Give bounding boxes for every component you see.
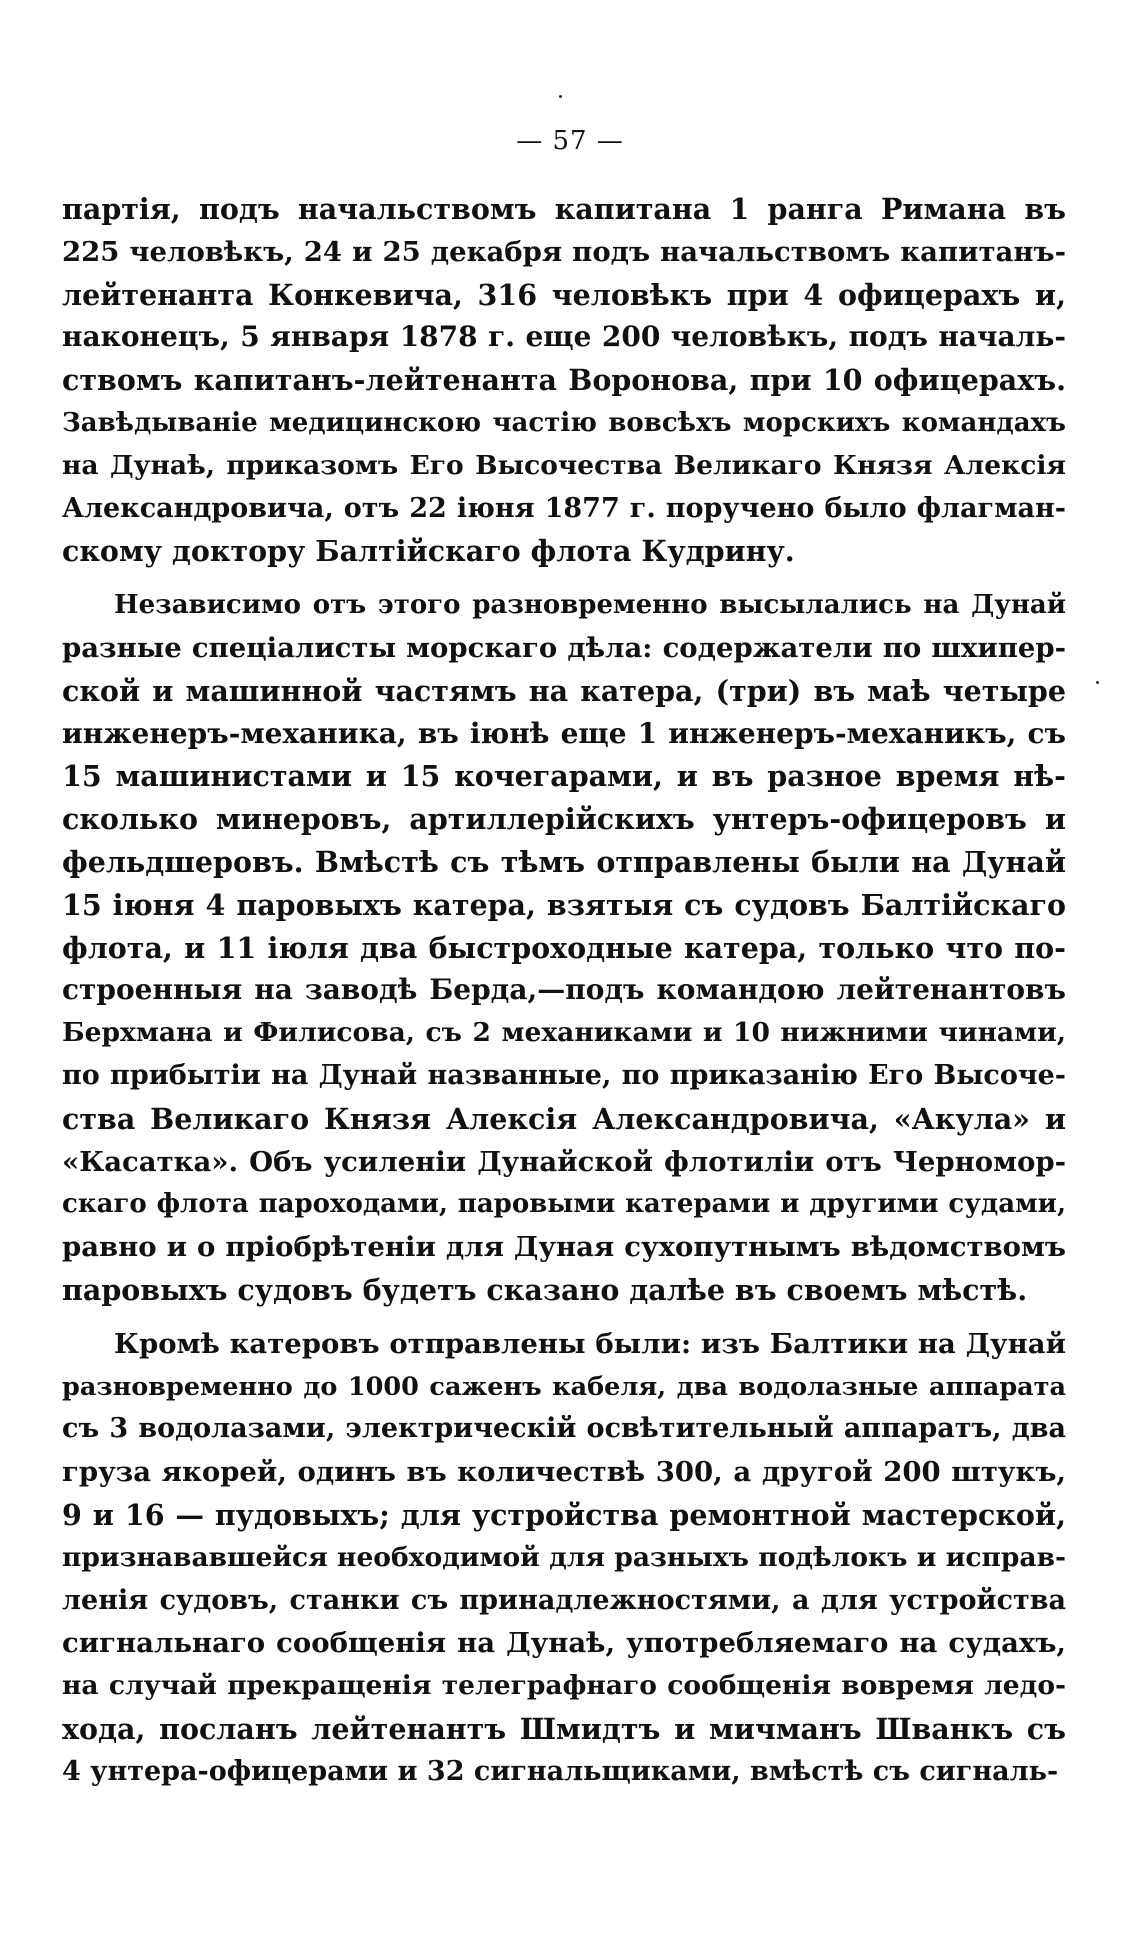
text-line: сигнальнаго сообщенія на Дунаѣ, употребляемаго на судахъ, (62, 1627, 1066, 1660)
text-line: партія, подъ начальствомъ капитана 1 ранга Римана въ (62, 192, 1066, 226)
text-line: 4 унтера-офицерами и 32 сигнальщиками, вмѣстѣ съ сигналь- (62, 1755, 1059, 1787)
text-line: разновременно до 1000 саженъ кабеля, два водолазные аппарата (62, 1371, 1066, 1402)
paragraph (62, 188, 1066, 573)
text-line: ства Великаго Князя Алексія Александровича, «Акула» и (62, 1101, 1066, 1136)
text-line: фельдшеровъ. Вмѣстѣ съ тѣмъ отправлены были на Дунай (62, 844, 1066, 879)
text-line: ствомъ капитанъ-лейтенанта Воронова, при 10 офицерахъ. (62, 363, 1066, 398)
text-line: Завѣдываніе медицинскою частію вовсѣхъ морскихъ командахъ (62, 407, 1066, 438)
text-line: ской и машинной частямъ на катера, (три) въ маѣ четыре (62, 673, 1066, 708)
text-line: равно и о пріобрѣтеніи для Дуная сухопутнымъ вѣдомствомъ (62, 1231, 1066, 1264)
paragraph (62, 584, 1066, 1312)
paragraph-gap (62, 573, 1066, 584)
text-line: по прибытіи на Дунай названные, по приказанію Его Высоче- (62, 1059, 1066, 1091)
body-text (62, 188, 1066, 1793)
text-line: инженеръ-механика, въ іюнѣ еще 1 инженеръ-механикъ, съ (62, 716, 1066, 750)
text-line: флота, и 11 іюля два быстроходные катера, только что по- (62, 930, 1066, 965)
text-line: скому доктору Балтійскаго флота Кудрину. (62, 534, 795, 569)
text-line: Александровича, отъ 22 іюня 1877 г. поручено было флагман- (62, 492, 1066, 524)
text-line: скаго флота пароходами, паровыми катерами и другими судами, (62, 1189, 1066, 1220)
text-line: 9 и 16 — пудовыхъ; для устройства ремонтной мастерской, (62, 1497, 1066, 1532)
text-line: лейтенанта Конкевича, 316 человѣкъ при 4 офицерахъ и, (62, 277, 1066, 312)
text-line: строенныя на заводѣ Берда,—подъ командою лейтенантовъ (62, 973, 1066, 1007)
text-line: сколько минеровъ, артиллерійскихъ унтеръ-офицеровъ и (62, 802, 1066, 837)
text-line: паровыхъ судовъ будетъ сказано далѣе въ своемъ мѣстѣ. (62, 1272, 1028, 1307)
paper-speck (559, 95, 562, 98)
text-line: на случай прекращенія телеграфнаго сообщенія вовремя ледо- (62, 1670, 1066, 1702)
text-line: Берхмана и Филисова, съ 2 механиками и 10 нижними чинами, (62, 1017, 1066, 1049)
paragraph-gap (62, 1312, 1066, 1323)
text-line: груза якорей, одинъ въ количествѣ 300, а другой 200 штукъ, (62, 1456, 1066, 1489)
text-line: признававшейся необходимой для разныхъ подѣлокъ и исправ- (62, 1541, 1066, 1573)
page-number: — 57 — (516, 126, 624, 156)
text-line: разные спеціалисты морскаго дѣла: содержатели по шхипер- (62, 631, 1066, 664)
text-line: ленія судовъ, станки съ принадлежностями, а для устройства (62, 1584, 1066, 1616)
text-line: наконецъ, 5 января 1878 г. еще 200 человѣкъ, подъ началь- (62, 320, 1066, 354)
text-line: съ 3 водолазами, электрическій освѣтительный аппаратъ, два (62, 1413, 1066, 1445)
text-line: 15 іюня 4 паровыхъ катера, взятыя съ судовъ Балтійскаго (62, 887, 1066, 922)
text-line: хода, посланъ лейтенантъ Шмидтъ и мичманъ Шванкъ съ (62, 1711, 1066, 1746)
text-line: «Касатка». Объ усиленіи Дунайской флотиліи отъ Черномор- (62, 1145, 1066, 1178)
text-line: 15 машинистами и 15 кочегарами, и въ разное время нѣ- (62, 759, 1066, 794)
text-line: на Дунаѣ, приказомъ Его Высочества Великаго Князя Алексія (62, 449, 1066, 481)
text-line: 225 человѣкъ, 24 и 25 декабря подъ начальствомъ капитанъ- (62, 235, 1066, 268)
paper-speck (1096, 681, 1099, 684)
paragraph (62, 1323, 1066, 1794)
text-line: Кромѣ катеровъ отправлены были: изъ Балтики на Дунай (114, 1327, 1066, 1360)
text-line: Независимо отъ этого разновременно высылались на Дунай (114, 590, 1066, 621)
